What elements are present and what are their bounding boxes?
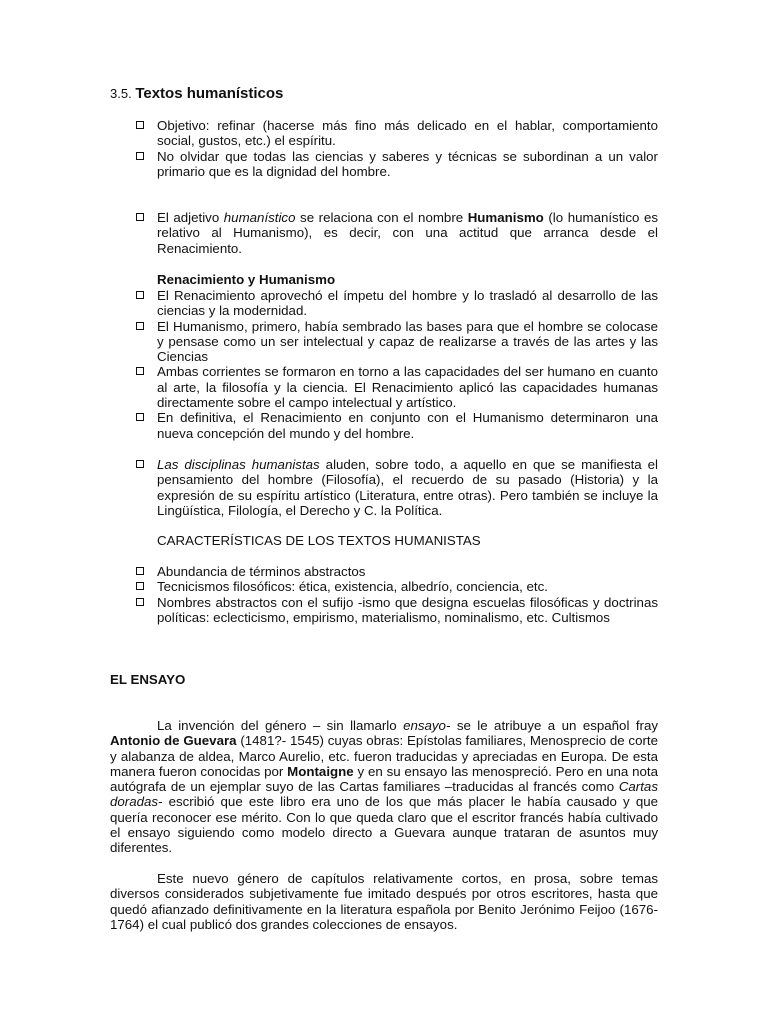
checkbox-bullet-icon xyxy=(136,213,144,221)
disciplinas-list xyxy=(0,457,768,518)
renacimiento-heading: Renacimiento y Humanismo xyxy=(157,272,336,287)
objectives-list xyxy=(0,118,768,179)
ensayo-heading: EL ENSAYO xyxy=(110,672,186,687)
checkbox-bullet-icon xyxy=(136,582,144,590)
section-number: 3.5. xyxy=(110,86,132,101)
list-item: Tecnicismos filosóficos: ética, existencia, albedrío, conciencia, etc. xyxy=(133,579,658,594)
checkbox-bullet-icon xyxy=(136,322,144,330)
list-item: Ambas corrientes se formaron en torno a las capacidades del ser humano en cuanto al arte, la filosofía y la ciencia. El Renacimiento aplicó las capacidades humanas directamente sobre el campo intelectual y artístico. xyxy=(133,364,658,410)
list-item: Nombres abstractos con el sufijo -ismo que designa escuelas filosóficas y doctrinas políticas: eclecticismo, empirismo, materialismo, nominalismo, etc. Cultismos xyxy=(133,595,658,626)
checkbox-bullet-icon xyxy=(136,291,144,299)
list-item: No olvidar que todas las ciencias y saberes y técnicas se subordinan a un valor primario que es la dignidad del hombre. xyxy=(133,149,658,180)
ensayo-paragraph-2: Este nuevo género de capítulos relativamente cortos, en prosa, sobre temas diversos considerados subjetivamente fue imitado después por otros escritores, hasta que quedó afianzado definitivamente en la literatura española por Benito Jerónimo Feijoo (1676-1764) el cual publicó dos grandes colecciones de ensayos. xyxy=(110,871,658,932)
renacimiento-list xyxy=(0,288,768,441)
checkbox-bullet-icon xyxy=(136,567,144,575)
checkbox-bullet-icon xyxy=(136,152,144,160)
list-item: Objetivo: refinar (hacerse más fino más delicado en el hablar, comportamiento social, gustos, etc.) el espíritu. xyxy=(133,118,658,149)
caracteristicas-list xyxy=(0,564,768,625)
checkbox-bullet-icon xyxy=(136,598,144,606)
caracteristicas-heading: CARACTERÍSTICAS DE LOS TEXTOS HUMANISTAS xyxy=(157,533,481,548)
checkbox-bullet-icon xyxy=(136,367,144,375)
list-item: En definitiva, el Renacimiento en conjunto con el Humanismo determinaron una nueva concepción del mundo y del hombre. xyxy=(133,410,658,441)
checkbox-bullet-icon xyxy=(136,121,144,129)
list-item: El Renacimiento aprovechó el ímpetu del hombre y lo trasladó al desarrollo de las ciencias y la modernidad. xyxy=(133,288,658,319)
list-item: El adjetivo humanístico se relaciona con el nombre Humanismo (lo humanístico es relativo al Humanismo), es decir, con una actitud que arranca desde el Renacimiento. xyxy=(133,210,658,256)
checkbox-bullet-icon xyxy=(136,413,144,421)
section-heading xyxy=(110,86,768,101)
adjetivo-list xyxy=(0,210,768,256)
section-title: Textos humanísticos xyxy=(135,85,284,102)
list-item: Las disciplinas humanistas aluden, sobre todo, a aquello en que se manifiesta el pensamiento del hombre (Filosofía), el recuerdo de su pasado (Historia) y la expresión de su espíritu artístico (Literatura, entre otras). Pero también se incluye la Lingüística, Filología, el Derecho y C. la Política. xyxy=(133,457,658,518)
list-item: El Humanismo, primero, había sembrado las bases para que el hombre se colocase y pensase como un ser intelectual y capaz de realizarse a través de las artes y las Ciencias xyxy=(133,319,658,365)
ensayo-paragraph-1: La invención del género – sin llamarlo ensayo- se le atribuye a un español fray Antonio de Guevara (1481?- 1545) cuyas obras: Epístolas familiares, Menosprecio de corte y alabanza de aldea, Marco Aurelio, etc. fueron traducidas y apreciadas en Europa. De esta manera fueron conocidas por Montaigne y en su ensayo las menospreció. Pero en una nota autógrafa de un ejemplar suyo de las Cartas familiares –traducidas al francés como Cartas doradas- escribió que este libro era uno de los que más placer le había causado y que quería reconocer ese mérito. Con lo que queda claro que el escritor francés había cultivado el ensayo siguiendo como modelo directo a Guevara aunque trataran de asuntos muy diferentes. xyxy=(110,718,658,856)
list-item: Abundancia de términos abstractos xyxy=(133,564,658,579)
checkbox-bullet-icon xyxy=(136,460,144,468)
